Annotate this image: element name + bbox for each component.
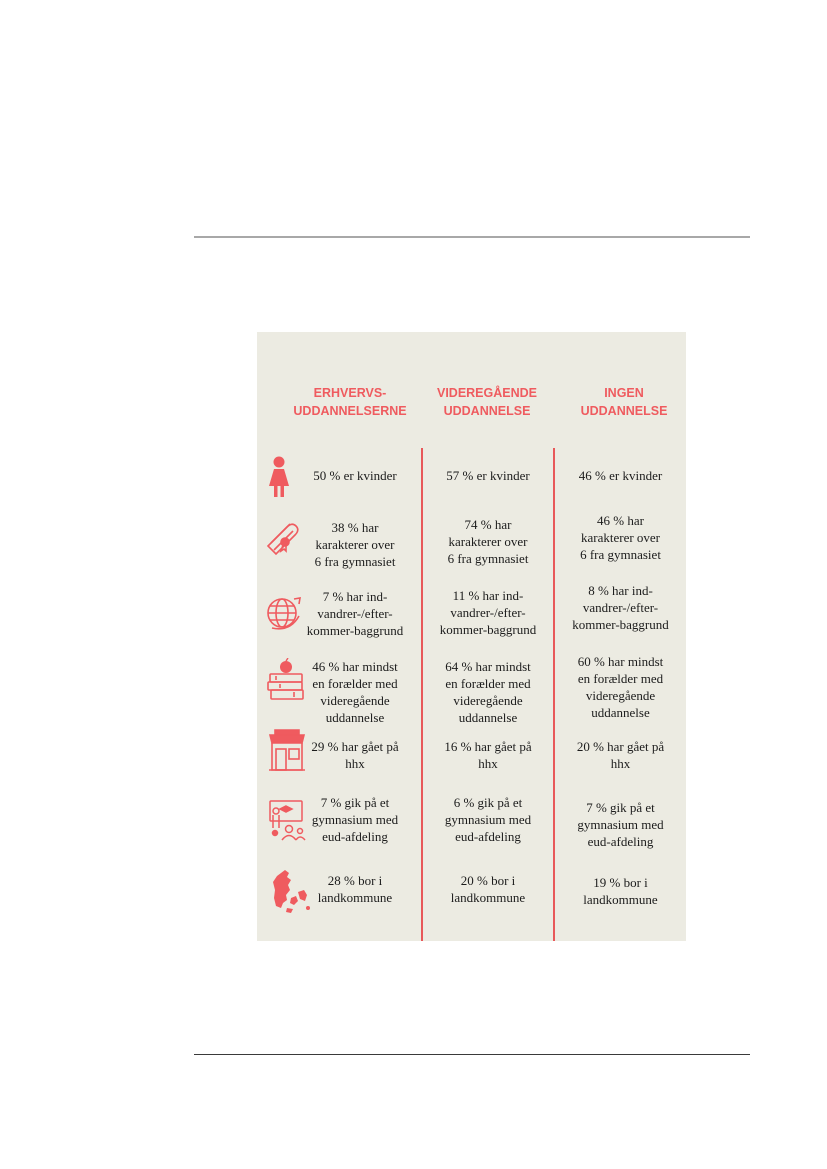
comparison-infographic bbox=[257, 332, 686, 941]
cell-r1-c2: 57 % er kvinder bbox=[446, 468, 530, 483]
cell-r5-c1: 29 % har gået på hhx bbox=[311, 739, 399, 771]
cell-r7-c2: 20 % bor i landkommune bbox=[450, 873, 526, 905]
top-rule bbox=[194, 236, 750, 238]
cell-r6-c2: 6 % gik på et gymnasium med eud-afdeling bbox=[444, 795, 532, 844]
bottom-rule bbox=[194, 1054, 750, 1055]
cell-r7-c3: 19 % bor i landkommune bbox=[583, 875, 658, 907]
cell-r3-c1: 7 % har ind- vandrer-/efter- kommer-baggrund bbox=[306, 589, 404, 638]
cell-r4-c2: 64 % har mindst en forælder med videregående uddannelse bbox=[445, 659, 531, 725]
cell-r4-c1: 46 % har mindst en forælder med videregående uddannelse bbox=[312, 659, 398, 725]
cell-r2-c2: 74 % har karakterer over 6 fra gymnasiet bbox=[447, 517, 529, 566]
header-ingen-uddannelse: INGEN UDDANNELSE bbox=[580, 386, 668, 418]
cell-r3-c3: 8 % har ind- vandrer-/efter- kommer-baggrund bbox=[572, 583, 669, 632]
header-videregaaende-uddannelse: VIDEREGÅENDE UDDANNELSE bbox=[436, 386, 538, 418]
cell-r1-c1: 50 % er kvinder bbox=[313, 468, 397, 483]
cell-r1-c3: 46 % er kvinder bbox=[578, 468, 663, 483]
cell-r5-c2: 16 % har gået på hhx bbox=[444, 739, 532, 771]
cell-r6-c1: 7 % gik på et gymnasium med eud-afdeling bbox=[311, 795, 399, 844]
cell-r7-c1: 28 % bor i landkommune bbox=[317, 873, 393, 905]
cell-r5-c3: 20 % har gået på hhx bbox=[576, 739, 665, 771]
cell-r4-c3: 60 % har mindst en forælder med videregående uddannelse bbox=[577, 654, 664, 720]
header-erhvervsuddannelserne: ERHVERVS- UDDANNELSERNE bbox=[293, 386, 407, 418]
cell-r6-c3: 7 % gik på et gymnasium med eud-afdeling bbox=[577, 800, 664, 849]
cell-r2-c1: 38 % har karakterer over 6 fra gymnasiet bbox=[314, 520, 396, 569]
cell-r3-c2: 11 % har ind- vandrer-/efter- kommer-baggrund bbox=[439, 588, 537, 637]
cell-r2-c3: 46 % har karakterer over 6 fra gymnasiet bbox=[580, 513, 661, 562]
woman-icon bbox=[268, 456, 290, 498]
